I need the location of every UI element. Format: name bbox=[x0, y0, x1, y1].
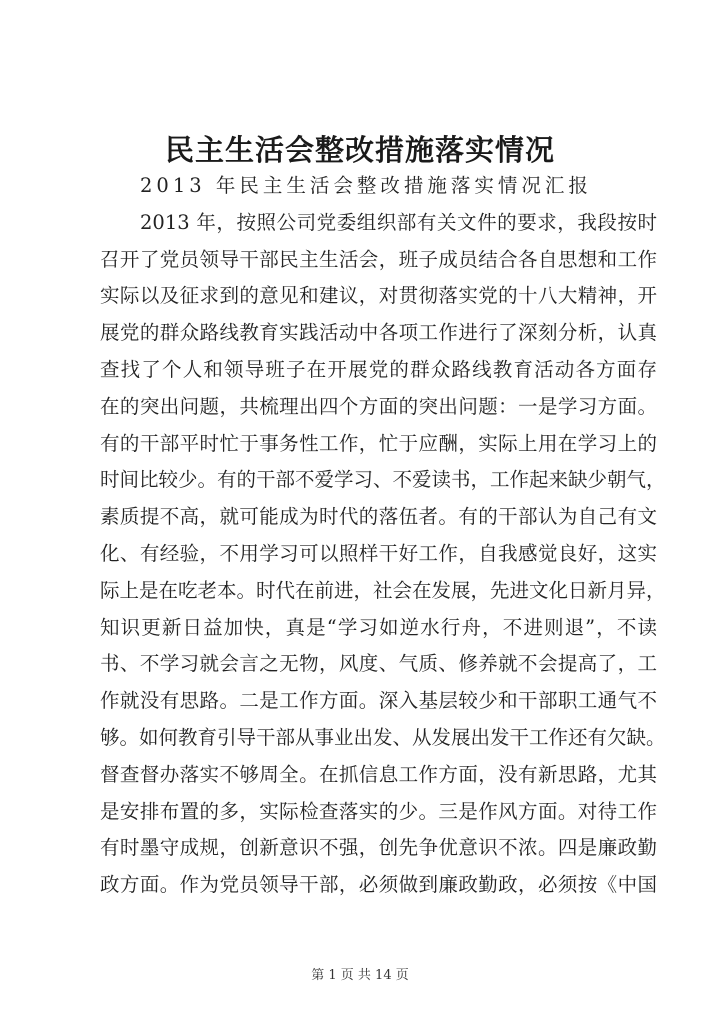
body-line: 实际以及征求到的意见和建议，对贯彻落实党的十八大精神，开 bbox=[100, 284, 657, 308]
body-line: 展党的群众路线教育实践活动中各项工作进行了深刻分析，认真 bbox=[100, 321, 657, 345]
body-line: 有时墨守成规，创新意识不强，创先争优意识不浓。四是廉政勤 bbox=[100, 836, 657, 860]
document-subtitle: 2013 年民主生活会整改措施落实情况汇报 bbox=[140, 174, 592, 197]
body-line: 知识更新日益加快，真是“学习如逆水行舟，不进则退”，不读 bbox=[100, 615, 657, 639]
document-title: 民主生活会整改措施落实情况 bbox=[164, 133, 555, 167]
body-line: 够。如何教育引导干部从事业出发、从发展出发干工作还有欠缺。 bbox=[100, 725, 666, 749]
body-line: 书、不学习就会言之无物，风度、气质、修养就不会提高了，工 bbox=[100, 652, 657, 676]
body-line: 时间比较少。有的干部不爱学习、不爱读书，工作起来缺少朝气， bbox=[100, 468, 666, 492]
body-line: 召开了党员领导干部民主生活会，班子成员结合各自思想和工作 bbox=[100, 247, 657, 271]
body-line: 作就没有思路。二是工作方面。深入基层较少和干部职工通气不 bbox=[100, 689, 657, 713]
body-line: 化、有经验，不用学习可以照样干好工作，自我感觉良好，这实 bbox=[100, 541, 657, 565]
body-line: 素质提不高，就可能成为时代的落伍者。有的干部认为自己有文 bbox=[100, 505, 657, 529]
body-line: 2013 年，按照公司党委组织部有关文件的要求，我段按时 bbox=[140, 210, 657, 234]
body-line: 际上是在吃老本。时代在前进，社会在发展，先进文化日新月异， bbox=[100, 578, 666, 602]
body-line: 督查督办落实不够周全。在抓信息工作方面，没有新思路，尤其 bbox=[100, 762, 657, 786]
body-line: 有的干部平时忙于事务性工作，忙于应酬，实际上用在学习上的 bbox=[100, 431, 657, 455]
body-line: 在的突出问题，共梳理出四个方面的突出问题：一是学习方面。 bbox=[100, 394, 657, 418]
document-body bbox=[100, 168, 666, 904]
page-number-footer: 第 1 页 共 14 页 bbox=[311, 968, 409, 983]
body-line: 是安排布置的多，实际检查落实的少。三是作风方面。对待工作 bbox=[100, 799, 657, 823]
body-line: 政方面。作为党员领导干部，必须做到廉政勤政，必须按《中国 bbox=[100, 873, 657, 897]
body-line: 查找了个人和领导班子在开展党的群众路线教育活动各方面存 bbox=[100, 357, 657, 381]
